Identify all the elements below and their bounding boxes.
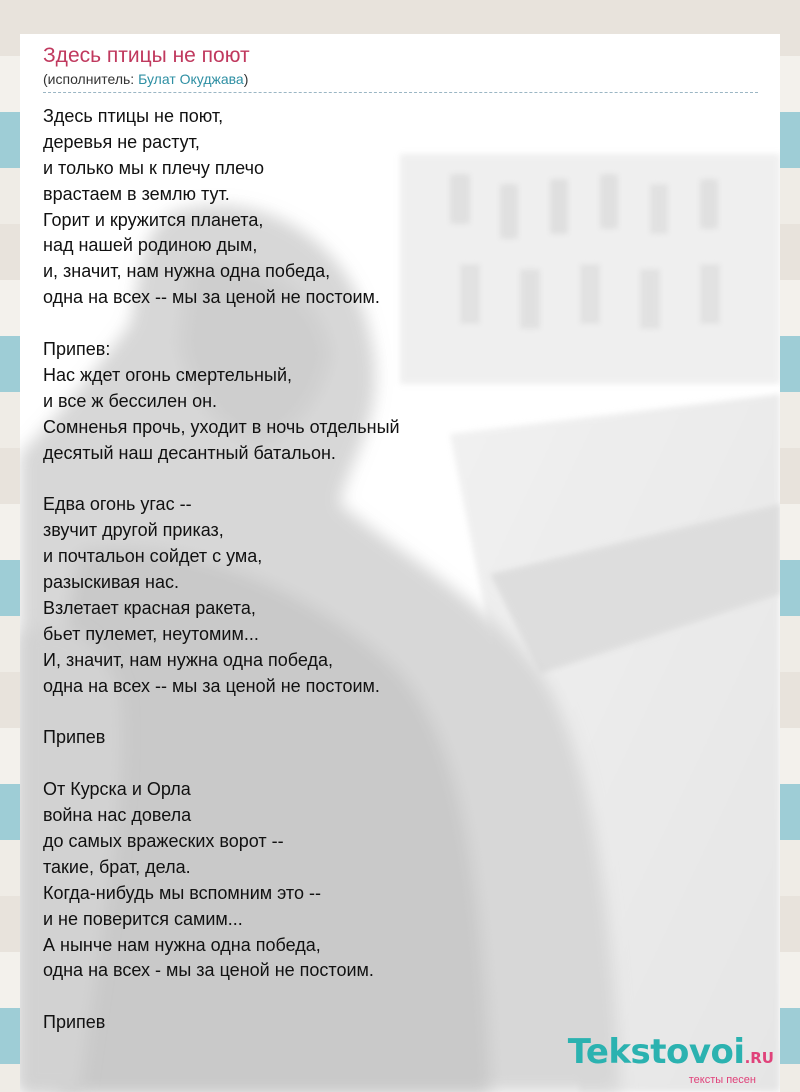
lyrics-line: и все ж бессилен он. (43, 390, 218, 411)
lyrics-line: Взлетает красная ракета, (43, 597, 256, 618)
lyrics-line: А нынче нам нужна одна победа, (43, 934, 321, 955)
lyrics-line: звучит другой приказ, (43, 520, 224, 541)
lyrics-line: одна на всех -- мы за ценой не постоим. (43, 675, 380, 696)
lyrics-line: И, значит, нам нужна одна победа, (43, 649, 333, 670)
lyrics-line: Припев: (43, 339, 111, 360)
subtitle-prefix: (исполнитель: (43, 71, 139, 87)
lyrics-line: и не поверится самим... (43, 908, 243, 929)
lyrics-line: Здесь птицы не поют, (43, 106, 224, 126)
subtitle-suffix: ) (243, 71, 249, 87)
lyrics-line: бьет пулемет, неутомим... (43, 623, 259, 644)
lyrics-line: Горит и кружится планета, (43, 209, 264, 230)
site-logo[interactable] (568, 1034, 774, 1086)
lyrics-blank-line (43, 466, 758, 492)
lyrics-line: одна на всех - мы за ценой не постоим. (43, 960, 374, 981)
lyrics-line: и почтальон сойдет с ума, (43, 546, 263, 567)
lyrics-line: до самых вражеских ворот -- (43, 830, 284, 851)
logo-name: Tekstovoi (567, 1032, 745, 1072)
lyrics-line: Припев (43, 1012, 106, 1033)
lyrics-line: одна на всех -- мы за ценой не постоим. (43, 287, 380, 308)
lyrics-line: разыскивая нас. (43, 572, 180, 593)
lyrics-line: Припев (43, 727, 106, 748)
lyrics-line: деревья не растут, (43, 131, 200, 152)
lyrics-line: и, значит, нам нужна одна победа, (43, 261, 331, 282)
lyrics-blank-line (43, 751, 758, 777)
lyrics-card (20, 34, 780, 1092)
lyrics-line: десятый наш десантный батальон. (43, 442, 336, 463)
logo-tagline: тексты песен (688, 1074, 756, 1086)
artist-subtitle (43, 70, 758, 93)
lyrics-blank-line (43, 984, 758, 1010)
lyrics-line: война нас довела (43, 805, 192, 826)
lyrics-line: над нашей родиною дым, (43, 235, 258, 256)
lyrics-line: врастаем в землю тут. (43, 183, 230, 204)
lyrics-line: и только мы к плечу плечо (43, 157, 264, 178)
lyrics-line: Когда-нибудь мы вспомним это -- (43, 882, 321, 903)
lyrics-blank-line (43, 699, 758, 725)
logo-wordmark (568, 1034, 774, 1076)
lyrics-line: От Курска и Орла (43, 779, 191, 800)
lyrics-line: Нас ждет огонь смертельный, (43, 364, 292, 385)
lyrics-content (43, 42, 758, 1036)
artist-link[interactable]: Булат Окуджава (138, 71, 244, 87)
song-title: Здесь птицы не поют (43, 44, 250, 67)
lyrics-line: Сомненья прочь, уходит в ночь отдельный (43, 416, 400, 437)
lyrics-line: Едва огонь угас -- (43, 494, 192, 515)
lyrics-blank-line (43, 311, 758, 337)
lyrics-line: такие, брат, дела. (43, 856, 191, 877)
lyrics-text (43, 104, 758, 1036)
logo-tld: .RU (744, 1049, 774, 1067)
